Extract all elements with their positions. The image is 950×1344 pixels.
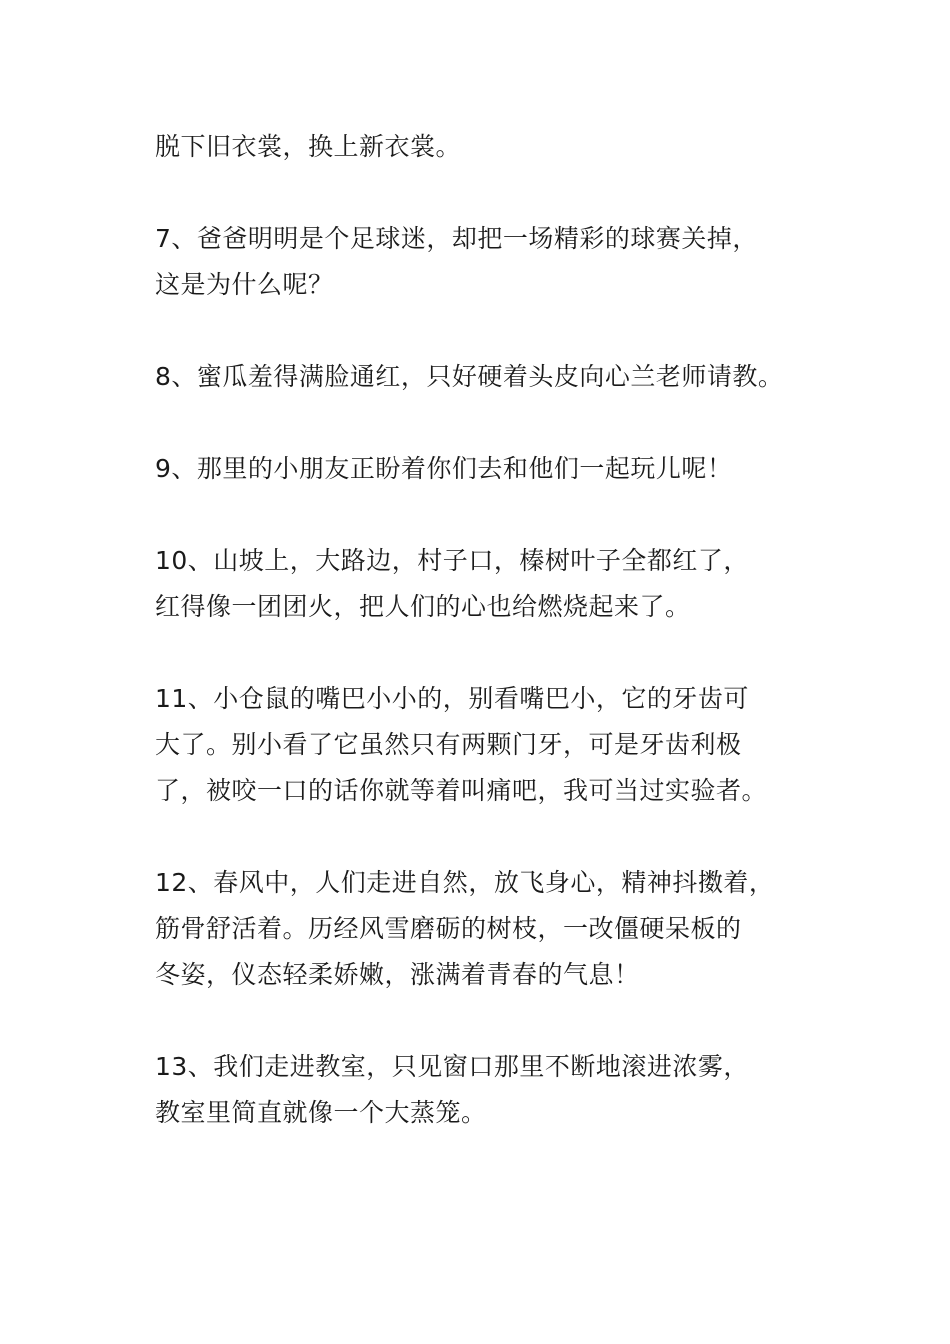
paragraph-9 (155, 446, 835, 492)
paragraph-11 (155, 676, 835, 814)
text-line: 大了。别小看了它虽然只有两颗门牙，可是牙齿利极 (155, 730, 742, 759)
text-line: 8、蜜瓜羞得满脸通红，只好硬着头皮向心兰老师请教。 (155, 362, 784, 391)
text-line: 冬姿，仪态轻柔娇嫩，涨满着青春的气息！ (155, 960, 640, 989)
document-body (155, 124, 835, 1182)
text-line: 13、我们走进教室，只见窗口那里不断地滚进浓雾， (155, 1052, 749, 1081)
paragraph-12 (155, 860, 835, 998)
paragraph-10 (155, 538, 835, 630)
text-line: 教室里简直就像一个大蒸笼。 (155, 1098, 487, 1127)
text-line: 红得像一团团火，把人们的心也给燃烧起来了。 (155, 592, 691, 621)
text-line: 了，被咬一口的话你就等着叫痛吧，我可当过实验者。 (155, 776, 768, 805)
paragraph-1 (155, 124, 835, 170)
paragraph-8 (155, 354, 835, 400)
text-line: 这是为什么呢？ (155, 270, 334, 299)
text-line: 筋骨舒活着。历经风雪磨砺的树枝，一改僵硬呆板的 (155, 914, 742, 943)
paragraph-7 (155, 216, 835, 308)
text-line: 7、爸爸明明是个足球迷，却把一场精彩的球赛关掉， (155, 224, 758, 253)
text-line: 11、小仓鼠的嘴巴小小的，别看嘴巴小，它的牙齿可 (155, 684, 749, 713)
paragraph-13 (155, 1044, 835, 1136)
text-line: 脱下旧衣裳，换上新衣裳。 (155, 132, 462, 161)
text-line: 12、春风中，人们走进自然，放飞身心，精神抖擞着， (155, 868, 775, 897)
text-line: 10、山坡上，大路边，村子口，榛树叶子全都红了， (155, 546, 749, 575)
text-line: 9、那里的小朋友正盼着你们去和他们一起玩儿呢！ (155, 454, 733, 483)
